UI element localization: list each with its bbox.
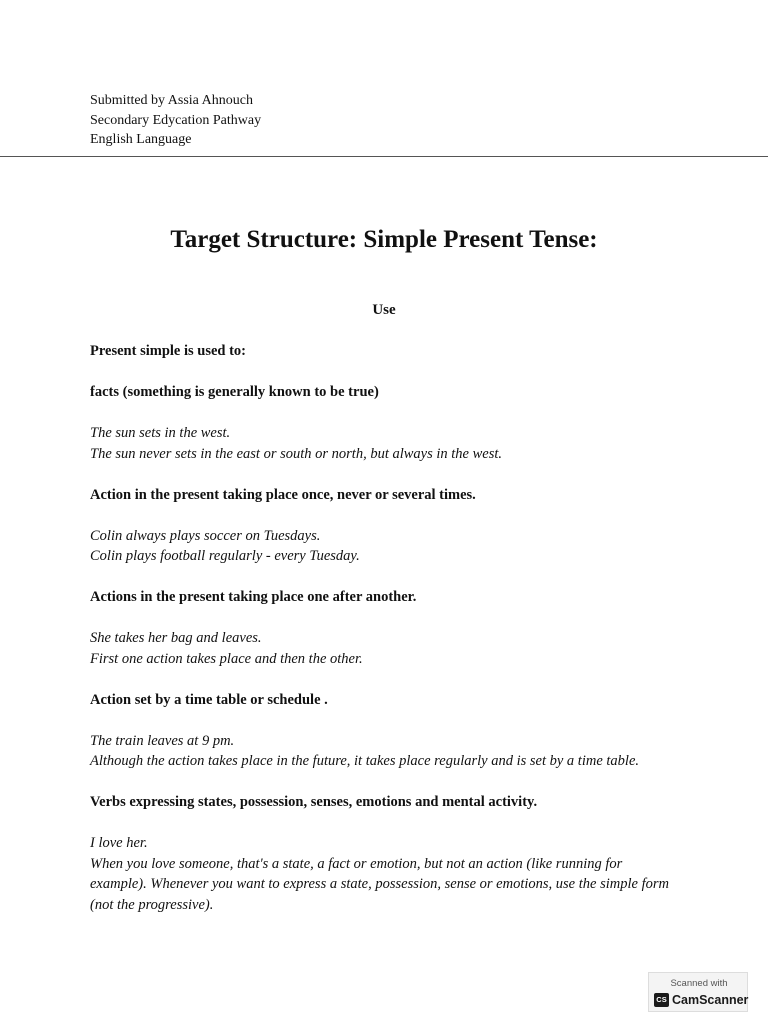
example-line: Colin plays football regularly - every Tuesday. — [90, 548, 360, 564]
example-line: She takes her bag and leaves. — [90, 630, 262, 646]
subject-line: English Language — [90, 132, 192, 147]
intro-heading: Present simple is used to: — [90, 343, 247, 359]
example-line: First one action takes place and then the other. — [90, 650, 363, 667]
submission-header — [90, 91, 261, 150]
page-title: Target Structure: Simple Present Tense: — [170, 226, 598, 253]
example-block — [90, 731, 670, 772]
section-heading: Action in the present taking place once, never or several times. — [90, 486, 476, 503]
submitted-by-line: Submitted by Assia Ahnouch — [90, 93, 253, 108]
camscanner-watermark — [648, 972, 748, 1012]
example-line: The sun sets in the west. — [90, 425, 231, 441]
example-line: I love her. — [90, 835, 148, 851]
example-line: When you love someone, that's a state, a fact or emotion, but not an action (like running for example). Whenever you want to express a state, possession, sense or emotions, use the simple form (not the progressive). — [90, 855, 669, 913]
scanned-with-label: Scanned with — [670, 978, 728, 989]
example-line: The sun never sets in the east or south or north, but always in the west. — [90, 445, 503, 462]
example-block — [90, 423, 670, 464]
section-heading: Action set by a time table or schedule . — [90, 691, 328, 708]
section-heading: Actions in the present taking place one after another. — [90, 589, 417, 605]
example-block — [90, 833, 670, 915]
example-line: Although the action takes place in the future, it takes place regularly and is set by a time table. — [90, 753, 640, 769]
example-line: The train leaves at 9 pm. — [90, 732, 235, 749]
pathway-line: Secondary Edycation Pathway — [90, 112, 262, 128]
example-block — [90, 628, 670, 669]
header-divider — [0, 156, 768, 157]
document-body — [90, 341, 670, 936]
camscanner-logo — [654, 992, 748, 1008]
camscanner-brand: CamScanner — [672, 993, 749, 1007]
section-heading: facts (something is generally known to be true) — [90, 384, 379, 400]
section-heading: Verbs expressing states, possession, senses, emotions and mental activity. — [90, 794, 538, 810]
example-line: Colin always plays soccer on Tuesdays. — [90, 527, 321, 544]
example-block — [90, 526, 670, 567]
camscanner-icon: CS — [654, 993, 669, 1007]
use-heading: Use — [372, 302, 396, 318]
